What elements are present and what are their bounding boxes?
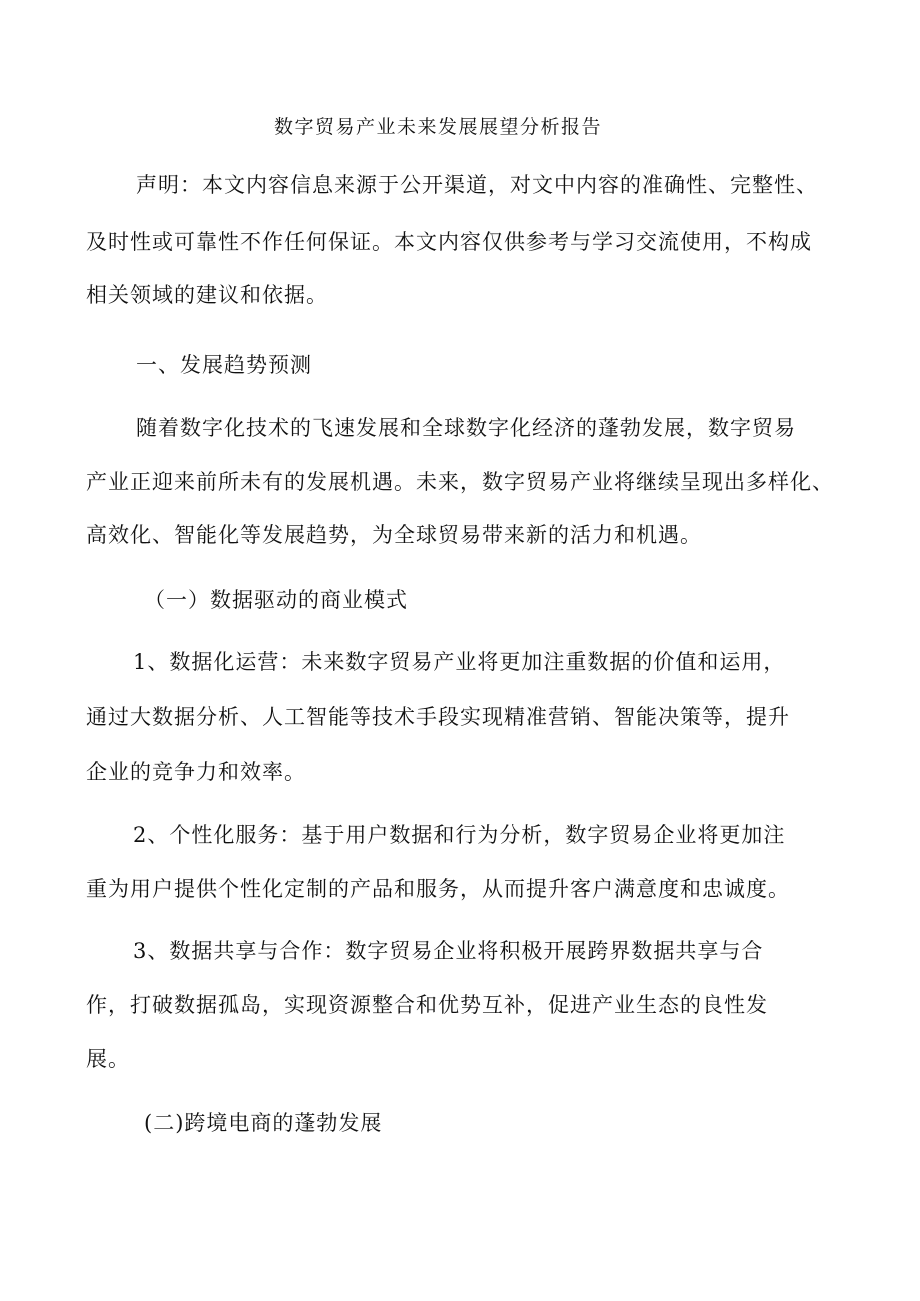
intro-line-1: 随着数字化技术的飞速发展和全球数字化经济的蓬勃发展，数字贸易	[136, 416, 796, 440]
subsection-heading-cross-border: (二)跨境电商的蓬勃发展	[144, 1111, 383, 1135]
disclaimer-line-3: 相关领域的建议和依据。	[86, 283, 328, 307]
item-1-line-1: 1、数据化运营：未来数字贸易产业将更加注重数据的价值和运用，	[133, 650, 786, 674]
document-title: 数字贸易产业未来发展展望分析报告	[274, 116, 603, 138]
item-1-line-2: 通过大数据分析、人工智能等技术手段实现精准营销、智能决策等，提升	[86, 705, 790, 729]
section-heading-trends: 一、发展趋势预测	[136, 353, 312, 377]
intro-line-2: 产业正迎来前所未有的发展机遇。未来，数字贸易产业将继续呈现出多样化、	[86, 470, 834, 494]
item-1-line-3: 企业的竞争力和效率。	[86, 760, 306, 784]
item-3-line-1: 3、数据共享与合作：数字贸易企业将积极开展跨界数据共享与合	[133, 939, 764, 963]
disclaimer-line-2: 及时性或可靠性不作任何保证。本文内容仅供参考与学习交流使用，不构成	[86, 230, 812, 254]
item-3-line-2: 作，打破数据孤岛，实现资源整合和优势互补，促进产业生态的良性发	[86, 993, 768, 1017]
item-2-line-2: 重为用户提供个性化定制的产品和服务，从而提升客户满意度和忠诚度。	[86, 877, 790, 901]
item-2-line-1: 2、个性化服务：基于用户数据和行为分析，数字贸易企业将更加注	[133, 823, 786, 847]
disclaimer-line-1: 声明：本文内容信息来源于公开渠道，对文中内容的准确性、完整性、	[136, 173, 818, 197]
intro-line-3: 高效化、智能化等发展趋势，为全球贸易带来新的活力和机遇。	[86, 523, 702, 547]
item-3-line-3: 展。	[86, 1047, 130, 1071]
subsection-heading-data-driven: （一）数据驱动的商业模式	[144, 588, 408, 612]
